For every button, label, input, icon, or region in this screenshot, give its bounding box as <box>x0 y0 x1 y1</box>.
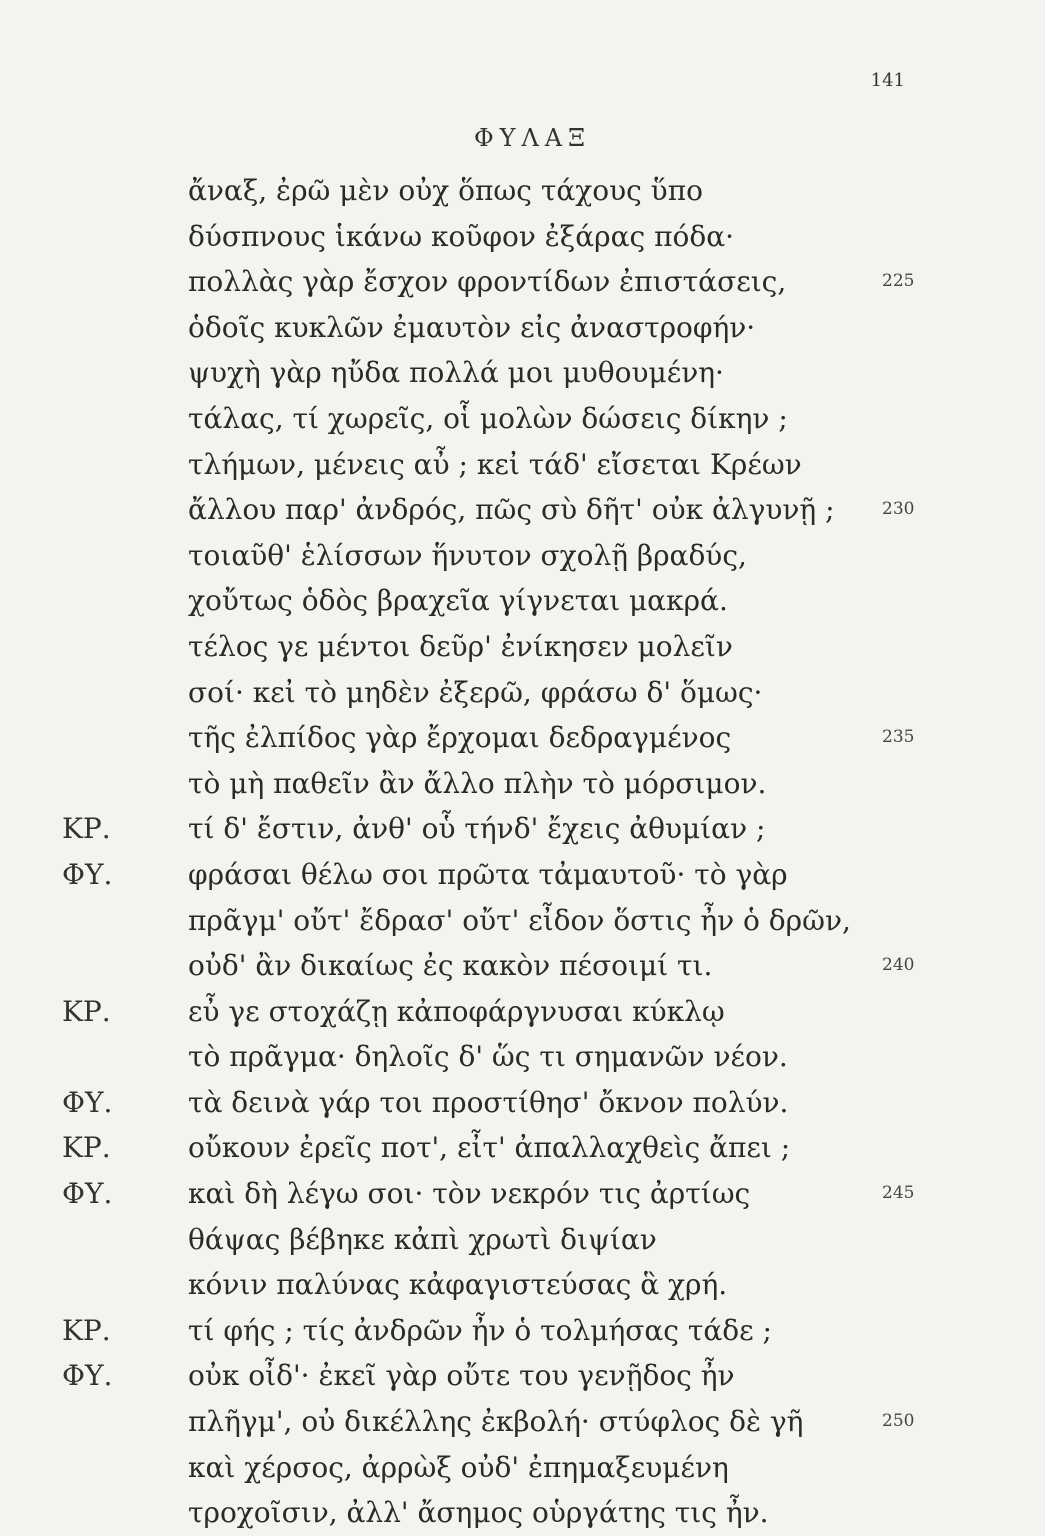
verse-text: θάψας βέβηκε κἀπὶ χρωτὶ διψίαν <box>188 1222 657 1256</box>
verse-line <box>0 1308 1045 1354</box>
verse-line <box>0 715 1045 761</box>
speaker-label: ΚΡ. <box>62 1313 111 1347</box>
verse-line <box>0 1125 1045 1171</box>
line-number: 250 <box>882 1411 915 1432</box>
verse-text: ἄναξ, ἐρῶ μὲν οὐχ ὅπως τάχους ὕπο <box>188 174 703 207</box>
verse-text: οὐδ' ἂν δικαίως ἐς κακὸν πέσοιμί τι. <box>188 949 713 983</box>
speaker-label: ΦΥ. <box>62 1359 113 1393</box>
verse-line <box>0 442 1045 488</box>
verse-text: ἄλλου παρ' ἀνδρός, πῶς σὺ δῆτ' οὐκ ἀλγυνῇ ; <box>188 493 835 527</box>
verse-text: τὸ πρᾶγμα· δηλοῖς δ' ὥς τι σημανῶν νέον. <box>188 1040 788 1074</box>
verse-line <box>0 624 1045 670</box>
verse-text: δύσπνους ἱκάνω κοῦφον ἐξάρας πόδα· <box>188 219 735 253</box>
verse-text: τοιαῦθ' ἑλίσσων ἥνυτον σχολῇ βραδύς, <box>188 538 747 572</box>
verse-text: ψυχὴ γὰρ ηὔδα πολλά μοι μυθουμένη· <box>188 356 724 390</box>
verse-text: πρᾶγμ' οὔτ' ἔδρασ' οὔτ' εἶδον ὅστις ἦν ὁ δρῶν, <box>188 903 851 937</box>
verse-text: χοὔτως ὁδὸς βραχεῖα γίγνεται μακρά. <box>188 584 728 618</box>
verse-text: πολλὰς γὰρ ἔσχον φροντίδων ἐπιστάσεις, <box>188 265 787 299</box>
verse-line <box>0 1353 1045 1399</box>
verse-text: καὶ δὴ λέγω σοι· τὸν νεκρόν τις ἀρτίως <box>188 1177 751 1211</box>
verse-line <box>0 168 1045 214</box>
line-number: 240 <box>882 955 915 976</box>
verse-line <box>0 487 1045 533</box>
verse-line <box>0 761 1045 807</box>
page-number: 141 <box>870 70 905 91</box>
verse-text: καὶ χέρσος, ἀρρὼξ οὐδ' ἐπημαξευμένη <box>188 1450 729 1484</box>
verse-line <box>0 989 1045 1035</box>
line-number: 235 <box>882 727 915 748</box>
verse-text: σοί· κεἰ τὸ μηδὲν ἐξερῶ, φράσω δ' ὅμως· <box>188 675 763 709</box>
verse-text: οὐκ οἶδ'· ἐκεῖ γὰρ οὔτε του γενῇδος ἦν <box>188 1359 735 1393</box>
verse-line <box>0 396 1045 442</box>
verse-line <box>0 1490 1045 1536</box>
verse-line <box>0 1399 1045 1445</box>
verse-text: εὖ γε στοχάζῃ κἀποφάργνυσαι κύκλῳ <box>188 994 725 1028</box>
speaker-heading: ΦΥΛΑΞ <box>473 124 592 152</box>
verse-text: φράσαι θέλω σοι πρῶτα τἀμαυτοῦ· τὸ γὰρ <box>188 857 788 891</box>
speaker-label: ΚΡ. <box>62 1131 111 1165</box>
verse-line <box>0 1217 1045 1263</box>
speaker-label: ΚΡ. <box>62 812 111 846</box>
verse-line <box>0 1080 1045 1126</box>
verse-line <box>0 1171 1045 1217</box>
verse-text: τὸ μὴ παθεῖν ἂν ἄλλο πλὴν τὸ μόρσιμον. <box>188 766 767 800</box>
verse-text: τροχοῖσιν, ἀλλ' ἄσημος οὑργάτης τις ἦν. <box>188 1496 769 1530</box>
verse-text: κόνιν παλύνας κἀφαγιστεύσας ἃ χρή. <box>188 1268 728 1302</box>
line-number: 225 <box>882 271 915 292</box>
verse-line <box>0 533 1045 579</box>
verse-line <box>0 898 1045 944</box>
verse-lines <box>0 168 1045 1536</box>
verse-text: ὁδοῖς κυκλῶν ἐμαυτὸν εἰς ἀναστροφήν· <box>188 310 756 344</box>
line-number: 245 <box>882 1183 915 1204</box>
verse-text: τὰ δεινὰ γάρ τοι προστίθησ' ὄκνον πολύν. <box>188 1085 789 1119</box>
speaker-label: ΦΥ. <box>62 1085 113 1119</box>
speaker-label: ΚΡ. <box>62 994 111 1028</box>
verse-line <box>0 1445 1045 1491</box>
verse-text: οὔκουν ἐρεῖς ποτ', εἶτ' ἀπαλλαχθεὶς ἄπει ; <box>188 1131 791 1165</box>
verse-line <box>0 259 1045 305</box>
verse-line <box>0 214 1045 260</box>
speaker-label: ΦΥ. <box>62 857 113 891</box>
speaker-label: ΦΥ. <box>62 1177 113 1211</box>
verse-line <box>0 943 1045 989</box>
verse-line <box>0 852 1045 898</box>
verse-text: τί φής ; τίς ἀνδρῶν ἦν ὁ τολμήσας τάδε ; <box>188 1313 772 1347</box>
verse-text: τλήμων, μένεις αὖ ; κεἰ τάδ' εἴσεται Κρέων <box>188 447 802 481</box>
verse-line <box>0 1034 1045 1080</box>
verse-line <box>0 578 1045 624</box>
verse-text: τί δ' ἔστιν, ἀνθ' οὗ τήνδ' ἔχεις ἀθυμίαν ; <box>188 812 766 846</box>
verse-line <box>0 670 1045 716</box>
line-number: 230 <box>882 499 915 520</box>
verse-line <box>0 305 1045 351</box>
verse-text: τάλας, τί χωρεῖς, οἷ μολὼν δώσεις δίκην ; <box>188 401 788 435</box>
verse-line <box>0 350 1045 396</box>
verse-text: πλῆγμ', οὐ δικέλλης ἐκβολή· στύφλος δὲ γῆ <box>188 1405 804 1439</box>
verse-line <box>0 806 1045 852</box>
verse-line <box>0 1262 1045 1308</box>
verse-text: τῆς ἐλπίδος γὰρ ἔρχομαι δεδραγμένος <box>188 721 732 755</box>
verse-text: τέλος γε μέντοι δεῦρ' ἐνίκησεν μολεῖν <box>188 629 733 663</box>
